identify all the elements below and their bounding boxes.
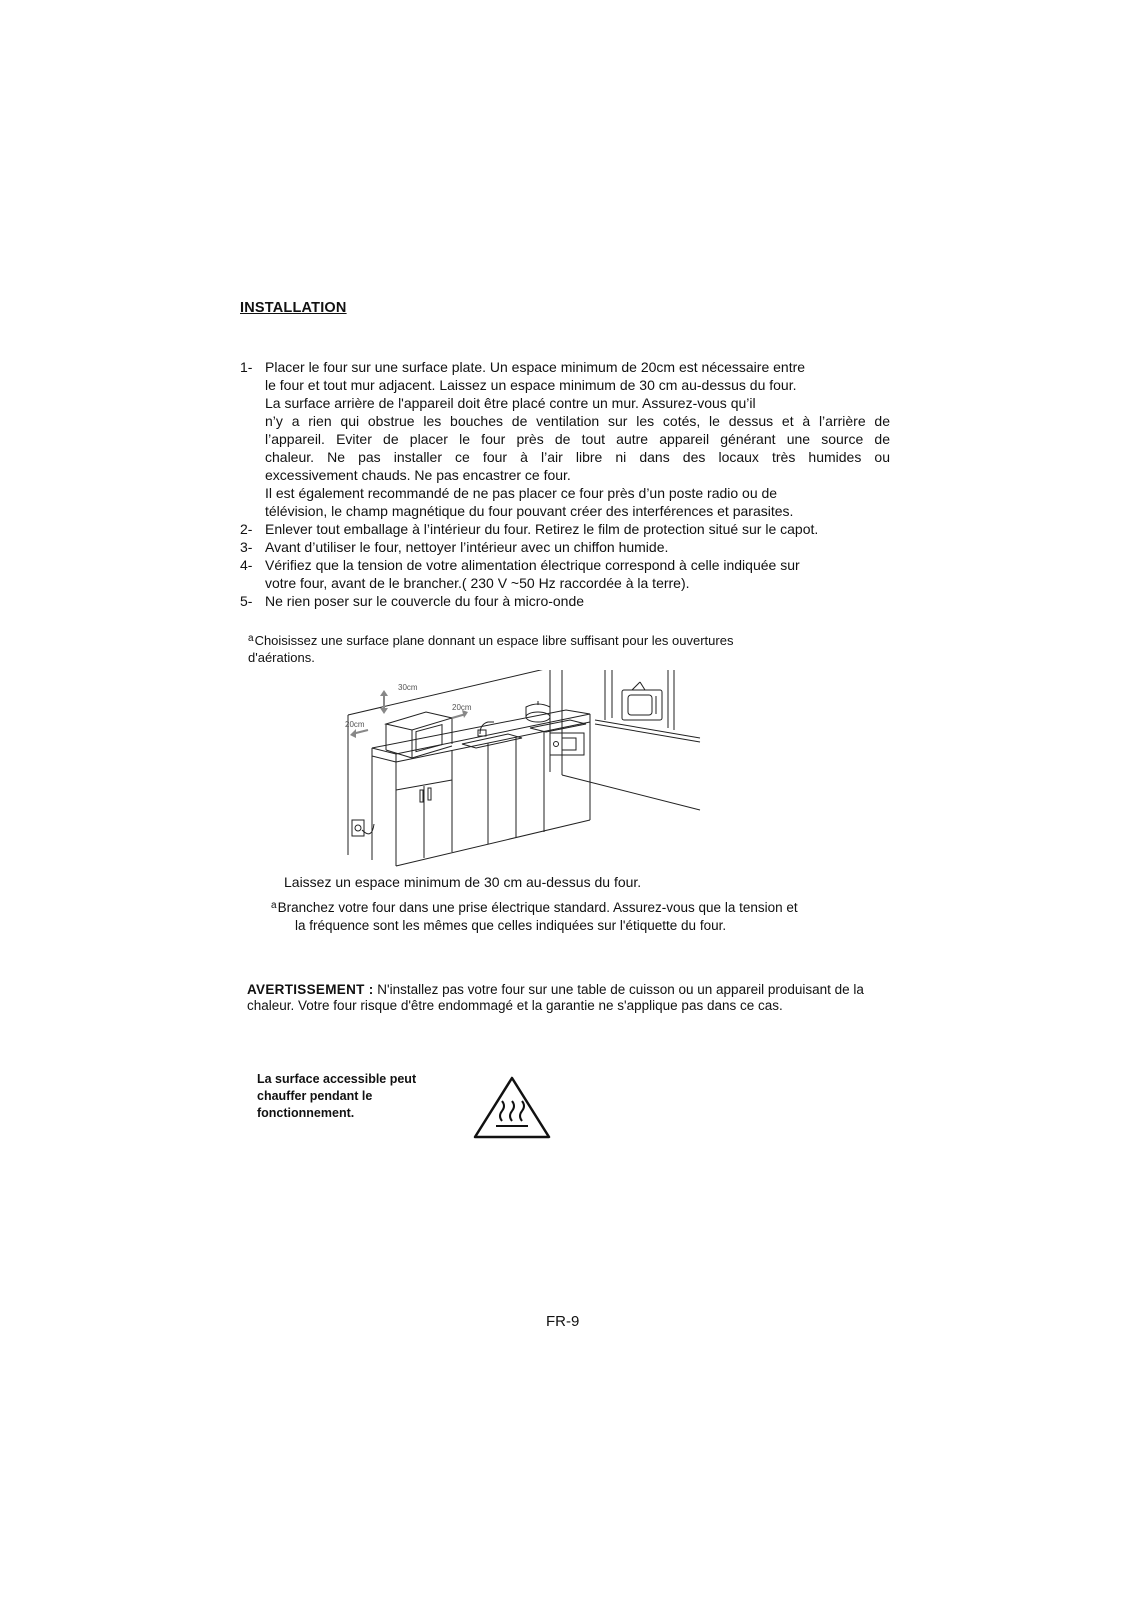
note-line: la fréquence sont les mêmes que celles indiquées sur l'étiquette du four. bbox=[295, 918, 727, 933]
hot-surface-line: fonctionnement. bbox=[257, 1106, 355, 1120]
kitchen-installation-illustration bbox=[340, 670, 720, 880]
clearance-left-label: 20cm bbox=[345, 720, 365, 729]
item-line: chaleur. Ne pas installer ce four à l’air libre ni dans des locaux très humides ou bbox=[265, 449, 890, 465]
power-note bbox=[271, 897, 798, 935]
warning-paragraph bbox=[247, 982, 907, 1014]
item-line: excessivement chauds. Ne pas encastrer ce four. bbox=[265, 467, 571, 483]
item-line: le four et tout mur adjacent. Laissez un espace minimum de 30 cm au-dessus du four. bbox=[265, 377, 797, 393]
list-item bbox=[240, 556, 890, 592]
hot-surface-text bbox=[257, 1071, 457, 1122]
hot-surface-warning-icon bbox=[472, 1075, 552, 1146]
list-item bbox=[240, 358, 890, 520]
ventilation-note bbox=[248, 630, 808, 666]
item-line: Avant d’utiliser le four, nettoyer l’intérieur avec un chiffon humide. bbox=[265, 539, 669, 555]
item-number: 3- bbox=[240, 539, 253, 555]
hot-surface-line: La surface accessible peut bbox=[257, 1072, 417, 1086]
item-line: Enlever tout emballage à l’intérieur du four. Retirez le film de protection situé sur le capot. bbox=[265, 521, 819, 537]
page-number: FR-9 bbox=[546, 1313, 580, 1330]
item-line: n’y a rien qui obstrue les bouches de ventilation sur les cotés, le dessus et à l’arrière de bbox=[265, 413, 890, 429]
figure-caption: Laissez un espace minimum de 30 cm au-dessus du four. bbox=[284, 874, 642, 890]
item-number: 2- bbox=[240, 521, 253, 537]
warning-label: AVERTISSEMENT : bbox=[247, 982, 374, 997]
hot-surface-line: chauffer pendant le bbox=[257, 1089, 373, 1103]
item-number: 1- bbox=[240, 359, 253, 375]
note-marker: a bbox=[271, 900, 277, 911]
item-number: 5- bbox=[240, 593, 253, 609]
item-line: Ne rien poser sur le couvercle du four à micro-onde bbox=[265, 593, 585, 609]
warning-text: N'installez pas votre four sur une table de cuisson ou un appareil produisant de la chaleur. Votre four risque d'être endommagé et la garantie ne s'applique pas dans ce cas. bbox=[247, 982, 864, 1013]
note-line: d'aérations. bbox=[248, 650, 315, 665]
list-item bbox=[240, 520, 890, 538]
item-line: télévision, le champ magnétique du four pouvant créer des interférences et parasites. bbox=[265, 503, 794, 519]
list-item bbox=[240, 538, 890, 556]
item-number: 4- bbox=[240, 557, 253, 573]
note-line: Choisissez une surface plane donnant un espace libre suffisant pour les ouvertures bbox=[254, 633, 734, 648]
list-item bbox=[240, 592, 890, 610]
section-title: INSTALLATION bbox=[240, 300, 347, 316]
item-line: votre four, avant de le brancher.( 230 V ~50 Hz raccordée à la terre). bbox=[265, 575, 690, 591]
instruction-list bbox=[240, 358, 890, 610]
note-line: Branchez votre four dans une prise électrique standard. Assurez-vous que la tension et bbox=[277, 900, 798, 915]
item-line: Vérifiez que la tension de votre alimentation électrique correspond à celle indiquée sur bbox=[265, 557, 800, 573]
item-line: Placer le four sur une surface plate. Un espace minimum de 20cm est nécessaire entre bbox=[265, 359, 806, 375]
note-marker: a bbox=[248, 633, 254, 644]
item-line: La surface arrière de l'appareil doit être placé contre un mur. Assurez-vous qu’il bbox=[265, 395, 756, 411]
item-line: l’appareil. Eviter de placer le four près de tout autre appareil générant une source de bbox=[265, 431, 890, 447]
clearance-right-label: 20cm bbox=[452, 703, 472, 712]
item-line: Il est également recommandé de ne pas placer ce four près d’un poste radio ou de bbox=[265, 485, 778, 501]
clearance-top-label: 30cm bbox=[398, 683, 418, 692]
